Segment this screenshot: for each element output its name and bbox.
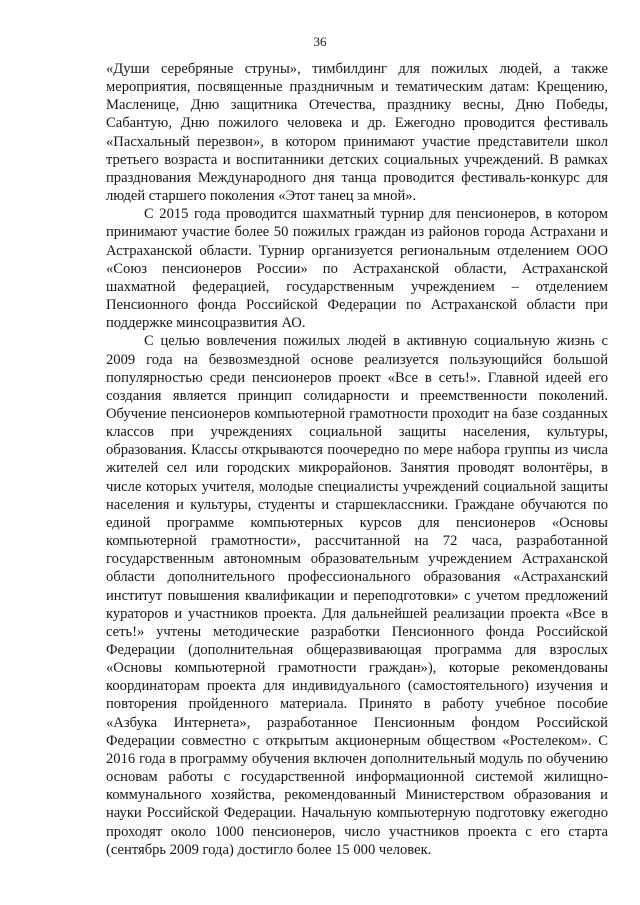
document-body	[106, 60, 608, 859]
page-number: 36	[313, 34, 327, 49]
paragraph-computer-literacy-project: С целью вовлечения пожилых людей в активную социальную жизнь с 2009 года на безвозмездной основе реализуется пользующийся большой популярностью среди пенсионеров проект «Все в сеть!». Главной идеей его создания является принцип солидарности и преемственности поколений. Обучение пенсионеров компьютерной грамотности проходит на базе созданных классов при учреждениях социальной защиты населения, культуры, образования. Классы открываются поочередно по мере набора группы из числа жителей сел или городских микрорайонов. Занятия проводят волонтёры, в числе которых учителя, молодые специалисты учреждений социальной защиты населения и культуры, студенты и старшеклассники. Граждане обучаются по единой программе компьютерных курсов для пенсионеров «Основы компьютерной грамотности», рассчитанной на 72 часа, разработанной государственным автономным образовательным учреждением Астраханской области дополнительного профессионального образования «Астраханский институт повышения квалификации и переподготовки» с учетом предложений кураторов и участников проекта. Для дальнейшей реализации проекта «Все в сеть!» учтены методические разработки Пенсионного фонда Российской Федерации (дополнительная общеразвивающая программа для взрослых «Основы компьютерной грамотности граждан»), которые рекомендованы координаторам проекта для индивидуального (самостоятельного) изучения и повторения пройденного материала. Принято в работу учебное пособие «Азбука Интернета», разработанное Пенсионным фондом Российской Федерации совместно с открытым акционерным обществом «Ростелеком». С 2016 года в программу обучения включен дополнительный модуль по обучению основам работы с государственной информационной системой жилищно-коммунального хозяйства, рекомендованный Министерством образования и науки Российской Федерации. Начальную компьютерную подготовку ежегодно проходят около 1000 пенсионеров, число участников проекта с его старта (сентябрь 2009 года) достигло более 15 000 человек.	[106, 333, 608, 858]
paragraph-events: «Души серебряные струны», тимбилдинг для пожилых людей, а также мероприятия, посвященные праздничным и тематическим датам: Крещению, Масленице, Дню защитника Отечества, празднику весны, Дню Победы, Сабантую, Дню пожилого человека и др. Ежегодно проводится фестиваль «Пасхальный перезвон», в котором принимают участие представители школ третьего возраста и воспитанники детских социальных учреждений. В рамках празднования Международного дня танца проводится фестиваль-конкурс для людей старшего поколения «Этот танец за мной».	[106, 61, 608, 205]
paragraph-chess-tournament: С 2015 года проводится шахматный турнир для пенсионеров, в котором принимают участие более 50 пожилых граждан из районов города Астрахани и Астраханской области. Турнир организуется региональным отделением ООО «Союз пенсионеров России» по Астраханской области, Астраханской шахматной федерацией, государственным учреждением – отделением Пенсионного фонда Российской Федерации по Астраханской области при поддержке минсоцразвития АО.	[106, 206, 608, 332]
